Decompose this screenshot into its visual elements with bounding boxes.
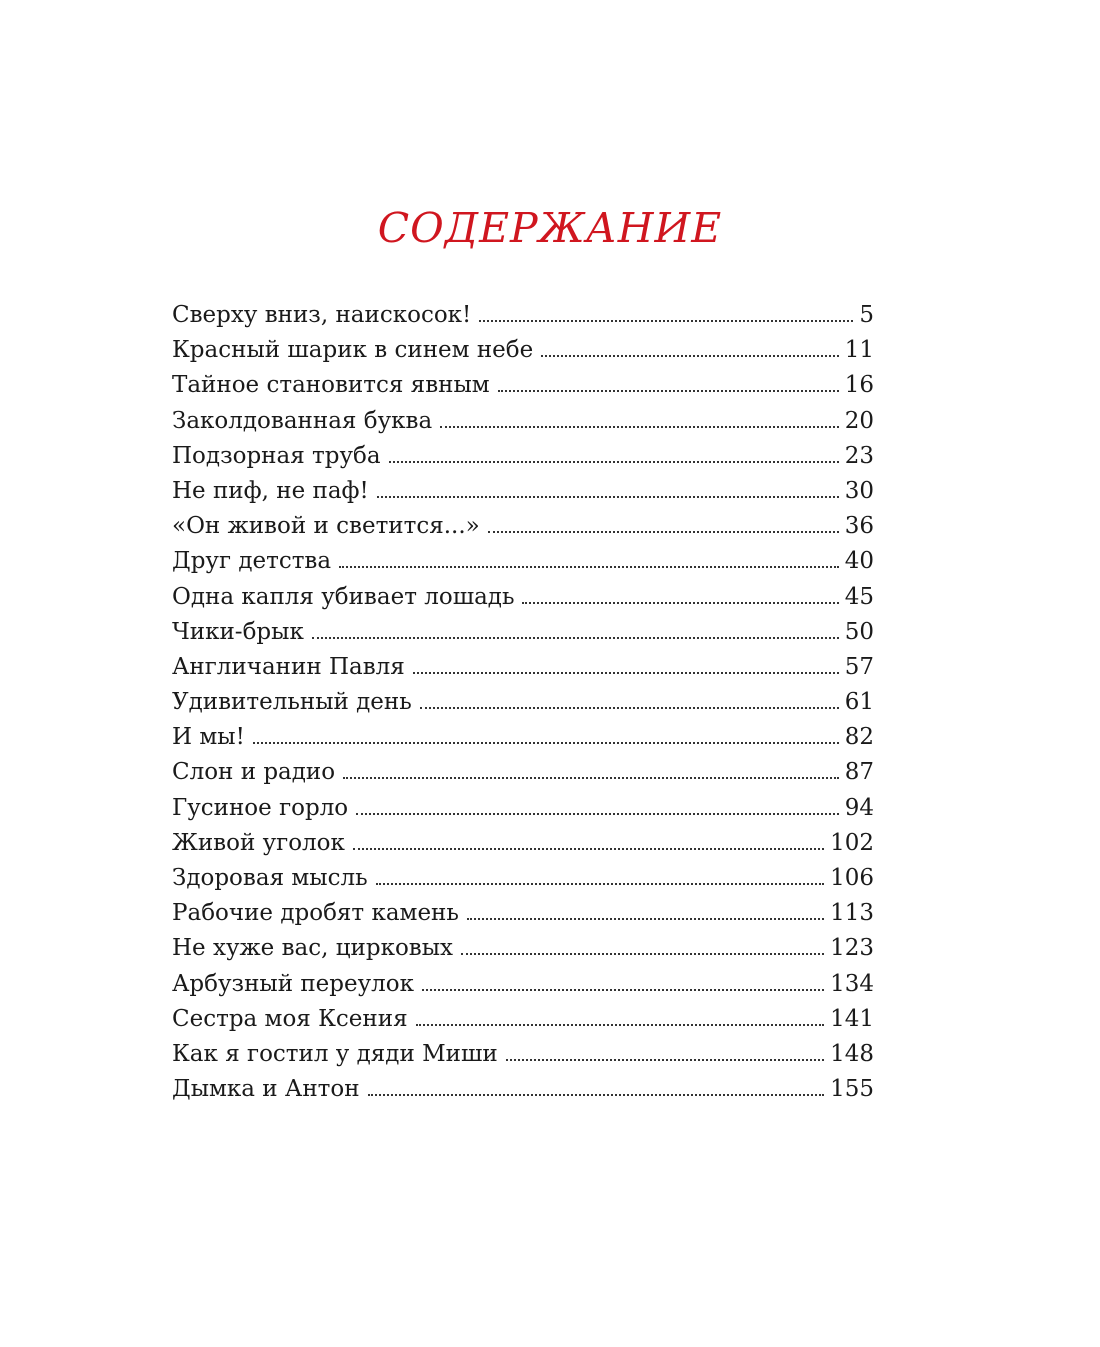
toc-entry — [172, 795, 874, 830]
toc-entry-page-number: 94 — [844, 794, 874, 821]
toc-dot-leader — [498, 390, 839, 392]
toc-entry-page-number: 82 — [844, 724, 874, 751]
toc-entry-page-number: 134 — [830, 970, 874, 997]
toc-entry-title: Подзорная труба — [172, 442, 381, 469]
toc-dot-leader — [420, 707, 839, 709]
toc-entry-page-number: 155 — [830, 1076, 874, 1103]
toc-entry-page-number: 23 — [844, 442, 874, 469]
toc-dot-leader — [312, 637, 839, 639]
toc-entry-page-number: 102 — [830, 829, 874, 856]
toc-dot-leader — [416, 1024, 825, 1026]
toc-dot-leader — [422, 989, 824, 991]
toc-dot-leader — [413, 672, 839, 674]
toc-entry-title: Не хуже вас, цирковых — [172, 935, 454, 962]
toc-entry — [172, 619, 874, 654]
toc-entry — [172, 548, 874, 583]
table-of-contents — [172, 302, 874, 1111]
toc-entry-title: Сестра моя Ксения — [172, 1005, 408, 1032]
toc-entry — [172, 724, 874, 759]
toc-entry — [172, 478, 874, 513]
toc-entry — [172, 689, 874, 724]
toc-dot-leader — [253, 742, 839, 744]
toc-entry — [172, 372, 874, 407]
toc-entry — [172, 302, 874, 337]
toc-entry — [172, 900, 874, 935]
toc-entry-page-number: 141 — [830, 1005, 874, 1032]
toc-entry-title: Заколдованная буква — [172, 407, 433, 434]
toc-entry — [172, 830, 874, 865]
toc-entry — [172, 865, 874, 900]
toc-entry — [172, 1006, 874, 1041]
toc-entry-page-number: 45 — [844, 583, 874, 610]
toc-dot-leader — [377, 496, 839, 498]
toc-entry-title: Как я гостил у дяди Миши — [172, 1040, 498, 1067]
toc-entry-page-number: 30 — [844, 477, 874, 504]
toc-dot-leader — [479, 320, 853, 322]
toc-entry-page-number: 123 — [830, 935, 874, 962]
toc-entry-title: И мы! — [172, 724, 245, 751]
toc-dot-leader — [522, 602, 838, 604]
toc-entry-title: Англичанин Павля — [172, 653, 405, 680]
toc-entry — [172, 337, 874, 372]
toc-entry-title: Одна капля убивает лошадь — [172, 583, 515, 610]
toc-entry-title: Гусиное горло — [172, 794, 349, 821]
toc-entry-page-number: 36 — [844, 513, 874, 540]
toc-dot-leader — [356, 813, 839, 815]
toc-entry-page-number: 50 — [844, 618, 874, 645]
toc-entry-page-number: 61 — [844, 689, 874, 716]
toc-entry — [172, 443, 874, 478]
page-title: СОДЕРЖАНИЕ — [377, 204, 723, 252]
toc-entry-title: Живой уголок — [172, 829, 345, 856]
toc-entry — [172, 935, 874, 970]
toc-entry-title: Дымка и Антон — [172, 1076, 360, 1103]
toc-dot-leader — [440, 426, 839, 428]
toc-dot-leader — [389, 461, 839, 463]
toc-entry-page-number: 11 — [844, 337, 874, 364]
toc-entry-page-number: 87 — [844, 759, 874, 786]
toc-dot-leader — [488, 531, 839, 533]
toc-entry-title: «Он живой и светится...» — [172, 513, 480, 540]
toc-entry — [172, 584, 874, 619]
toc-dot-leader — [467, 918, 824, 920]
toc-entry-title: Чики-брык — [172, 618, 304, 645]
toc-dot-leader — [368, 1094, 825, 1096]
toc-entry-page-number: 5 — [859, 302, 874, 328]
toc-entry-page-number: 57 — [844, 653, 874, 680]
toc-entry-title: Удивительный день — [172, 689, 412, 716]
toc-entry-title: Тайное становится явным — [172, 372, 490, 399]
toc-entry-page-number: 113 — [830, 900, 874, 927]
toc-entry — [172, 971, 874, 1006]
toc-entry-page-number: 40 — [844, 548, 874, 575]
toc-dot-leader — [343, 777, 839, 779]
toc-dot-leader — [506, 1059, 824, 1061]
toc-dot-leader — [461, 953, 824, 955]
toc-entry — [172, 513, 874, 548]
toc-entry — [172, 654, 874, 689]
toc-entry-page-number: 148 — [830, 1040, 874, 1067]
toc-entry-title: Красный шарик в синем небе — [172, 337, 534, 364]
toc-entry-title: Друг детства — [172, 548, 332, 575]
toc-entry-title: Здоровая мысль — [172, 865, 368, 891]
toc-entry-title: Рабочие дробят камень — [172, 900, 459, 927]
toc-dot-leader — [376, 883, 824, 885]
toc-dot-leader — [339, 566, 839, 568]
toc-entry-page-number: 16 — [844, 372, 874, 399]
toc-entry-page-number: 106 — [830, 865, 874, 891]
toc-entry — [172, 1041, 874, 1076]
toc-entry-title: Арбузный переулок — [172, 970, 414, 997]
toc-entry-title: Сверху вниз, наискосок! — [172, 302, 472, 328]
toc-entry-title: Слон и радио — [172, 759, 336, 786]
toc-dot-leader — [541, 355, 838, 357]
toc-entry — [172, 408, 874, 443]
toc-entry — [172, 759, 874, 794]
toc-dot-leader — [353, 848, 824, 850]
toc-entry-page-number: 20 — [844, 407, 874, 434]
toc-entry — [172, 1076, 874, 1111]
toc-entry-title: Не пиф, не паф! — [172, 477, 369, 504]
